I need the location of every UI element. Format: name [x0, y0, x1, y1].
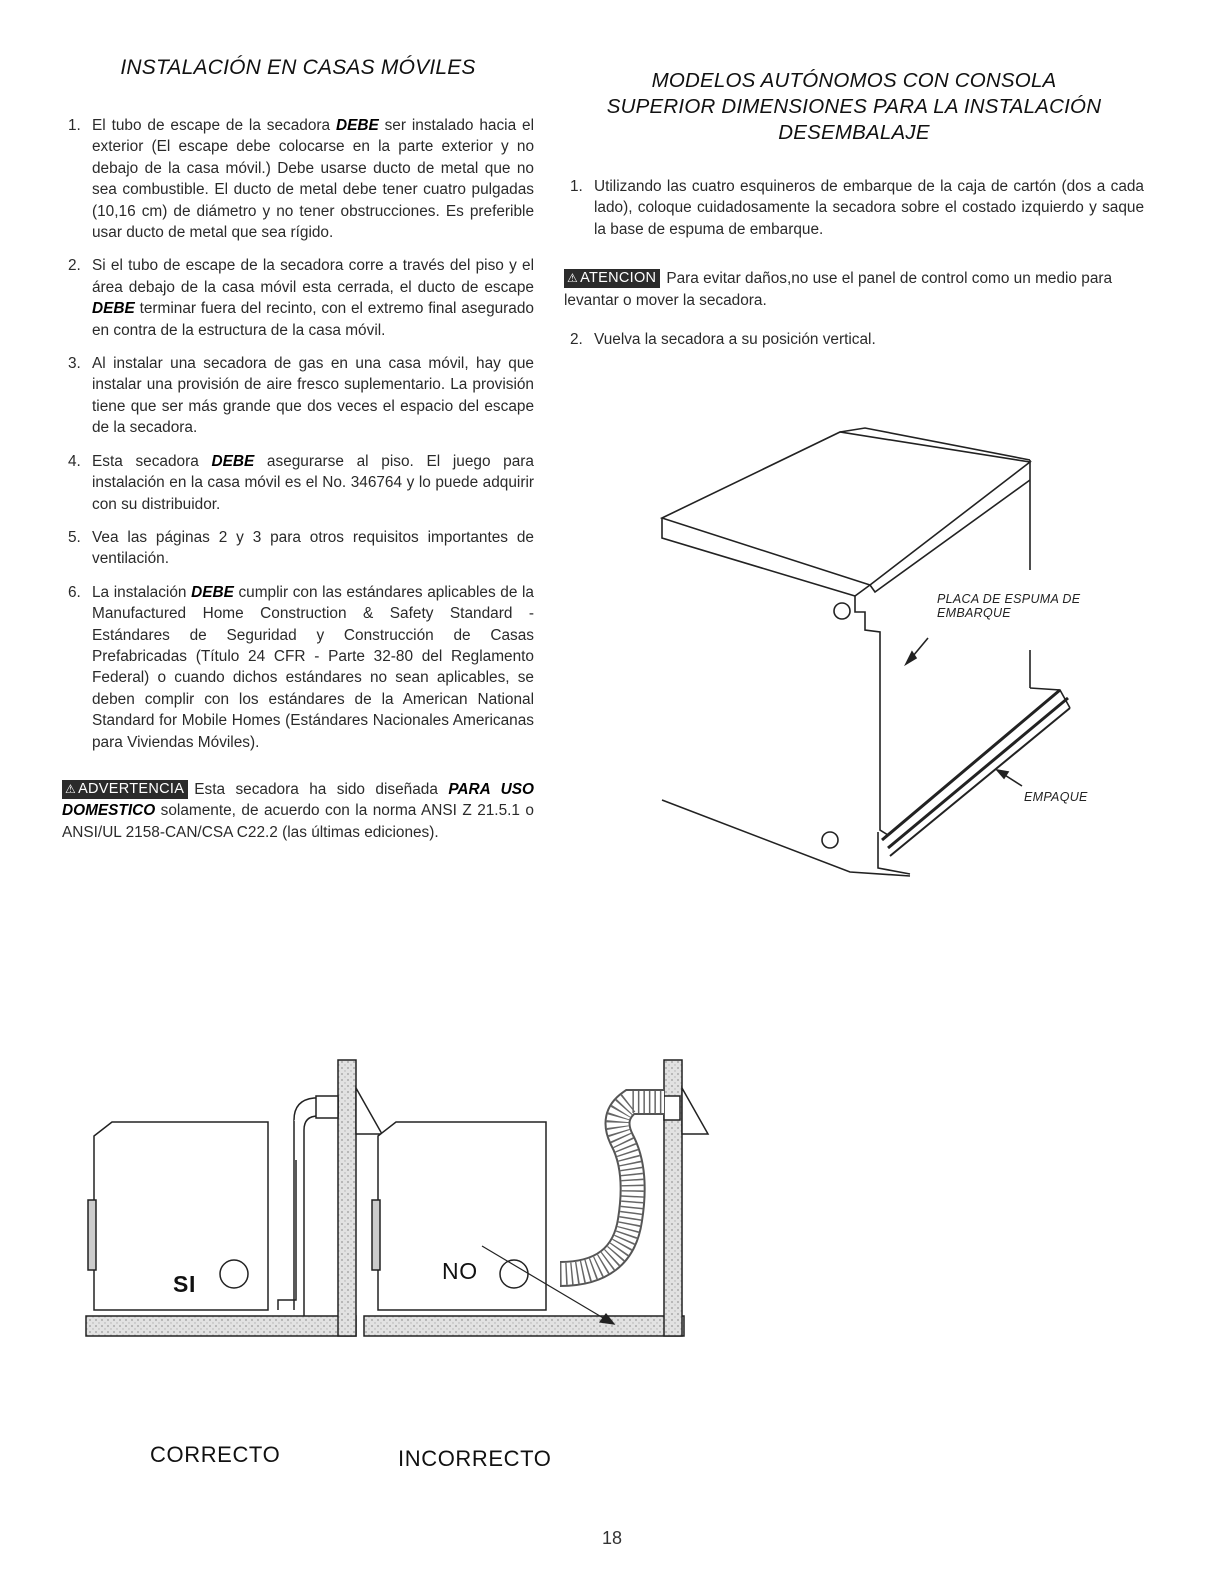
caution-text: Para evitar daños,no use el panel de control como un medio para levantar o mover la secadora. [564, 270, 1113, 309]
no-label: NO [442, 1258, 478, 1284]
item-number: 3. [68, 355, 81, 373]
warning-badge [62, 780, 188, 799]
item-number: 1. [68, 117, 81, 134]
requirement-item [62, 582, 534, 753]
warning-triangle-icon: ⚠ [65, 781, 77, 796]
requirement-item [62, 255, 534, 341]
item-text: ser instalado hacia el exterior (El escape debe colocarse en la parte exterior y no debajo de la casa móvil.) Debe usarse ducto de metal que no sea combustible. El ducto de metal debe tener cuatro pulgadas (10,16 cm) de diámetro y no tener obstrucciones. Es preferible usar ducto de metal que sea rígido. [92, 117, 534, 242]
step-number: 2. [570, 331, 583, 349]
item-emphasis: DEBE [211, 452, 255, 470]
foam-label-line-2: EMBARQUE [937, 606, 1011, 620]
warning-text-start: Esta secadora ha sido diseñada [194, 780, 449, 798]
vent-comparison-illustration [82, 1060, 722, 1440]
heading-line-3: DESEMBALAJE [778, 121, 930, 144]
dryer-on-side-illustration [650, 420, 1130, 880]
caution-triangle-icon: ⚠ [567, 271, 579, 286]
step-text: Utilizando las cuatro esquineros de embarque de la caja de cartón (dos a cada lado), coloque cuidadosamente la secadora sobre el costado izquierdo y saque la base de espuma de embarque. [594, 178, 1144, 238]
item-text: Vea las páginas 2 y 3 para otros requisitos importantes de ventilación. [92, 528, 534, 568]
unpacking-steps [564, 176, 1144, 240]
item-text: cumplir con las estándares aplicables de la Manufactured Home Construction & Safety Standard - Estándares de Seguridad y Construcción de Casas Prefabricadas (Título 24 CFR - Parte 32-80 del Reglamento Federal) o cuando dichos estándares no sean aplicables, se deben complir con los estándares de la American National Standard for Mobile Homes (Estándares Nacionales Americanas para Viviendas Móviles). [92, 583, 534, 751]
unpacking-step-2 [564, 329, 1144, 350]
warning-emphasis: PARA USO DOMESTICO [62, 780, 534, 820]
foam-label-line-1: PLACA DE ESPUMA DE [937, 592, 1081, 606]
item-number: 2. [68, 257, 81, 275]
unpacking-steps-continued [564, 329, 1144, 350]
item-number: 5. [68, 528, 81, 546]
requirement-item [62, 451, 534, 515]
caution-badge-label: ATENCION [580, 270, 657, 287]
item-text: asegurarse al piso. El juego para instalación en la casa móvil es el No. 346764 y lo puede adquirir con su distribuidor. [92, 452, 534, 513]
mobile-home-heading: INSTALACIÓN EN CASAS MÓVILES [120, 56, 476, 79]
item-text: terminar fuera del recinto, con el extremo final asegurado en contra de la estructura de la casa móvil. [92, 300, 534, 339]
item-emphasis: DEBE [191, 583, 234, 601]
item-text: Esta secadora [92, 452, 212, 470]
page-number: 18 [601, 1528, 623, 1548]
left-column [62, 55, 534, 843]
correct-caption: CORRECTO [150, 1442, 281, 1467]
foam-plate-label [937, 592, 1080, 620]
item-text: Si el tubo de escape de la secadora corre a través del piso y el área debajo de la casa móvil esta cerrada, el ducto de escape [92, 257, 534, 296]
requirement-item [62, 353, 534, 439]
caution-badge [564, 269, 660, 288]
item-number: 4. [68, 452, 81, 470]
installation-requirements-list [62, 115, 534, 753]
caution-block [564, 268, 1144, 311]
right-column [564, 68, 1144, 350]
item-number: 6. [68, 583, 81, 601]
warning-block [62, 779, 534, 843]
item-text: Al instalar una secadora de gas en una casa móvil, hay que instalar una provisión de aire fresco suplementario. La provisión tiene que ser más grande que dos veces el espacio del escape de la secadora. [92, 355, 534, 437]
warning-badge-label: ADVERTENCIA [78, 780, 185, 797]
heading-line-2: SUPERIOR DIMENSIONES PARA LA INSTALACIÓN [606, 95, 1102, 118]
step-number: 1. [570, 178, 583, 195]
warning-text-end: solamente, de acuerdo con la norma ANSI Z 21.5.1 o ANSI/UL 2158-CAN/CSA C22.2 (las últimas ediciones). [62, 802, 534, 841]
item-emphasis: DEBE [92, 300, 135, 318]
unpacking-heading [564, 68, 1144, 146]
item-emphasis: DEBE [335, 117, 379, 134]
item-text: La instalación [92, 583, 192, 601]
item-text: El tubo de escape de la secadora [92, 117, 336, 134]
step-text: Vuelva la secadora a su posición vertical. [594, 331, 876, 349]
gasket-label: EMPAQUE [1024, 790, 1088, 804]
incorrect-caption: INCORRECTO [398, 1446, 552, 1471]
si-label: SI [173, 1271, 196, 1297]
unpacking-step-1 [564, 176, 1144, 240]
requirement-item [62, 115, 534, 243]
requirement-item [62, 527, 534, 570]
heading-line-1: MODELOS AUTÓNOMOS CON CONSOLA [651, 69, 1057, 92]
